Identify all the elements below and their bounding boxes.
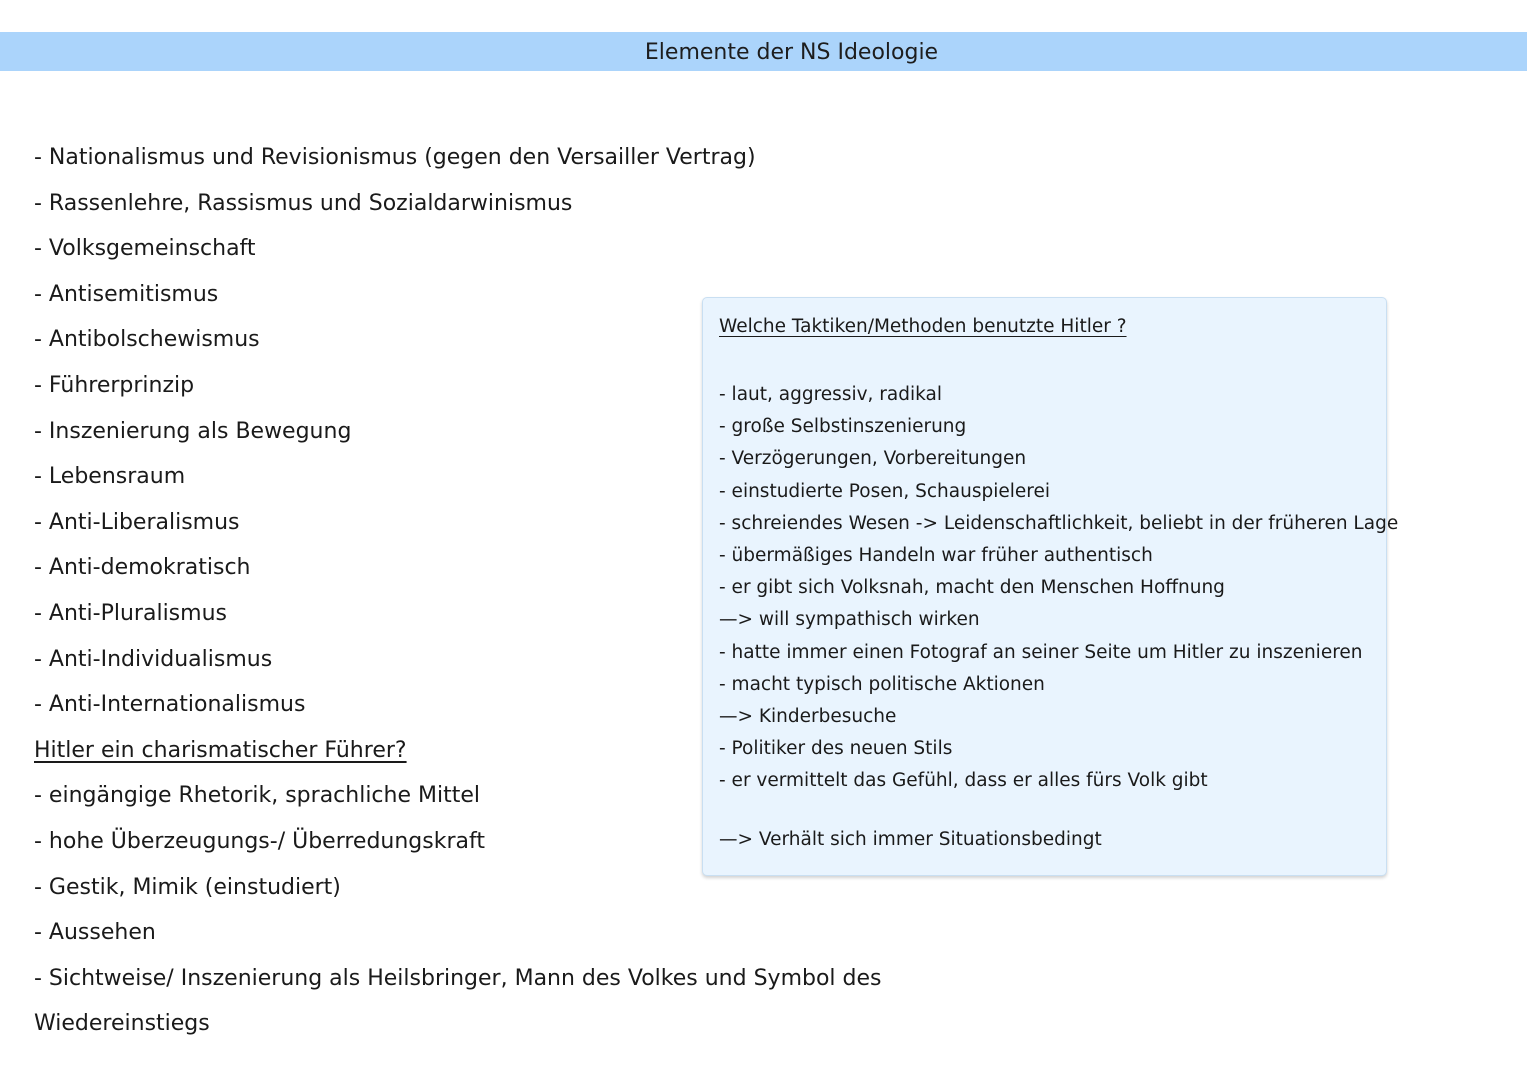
list-item: - Anti-Individualismus [34,646,273,672]
box-conclusion: —> Verhält sich immer Situationsbedingt [719,829,1102,850]
list-item: - Anti-Internationalismus [34,692,306,718]
list-item: - Lebensraum [34,464,186,490]
list-item: - eingängige Rhetorik, sprachliche Mittel [34,783,480,809]
list-item: —> Kinderbesuche [719,705,897,727]
list-item: - Volksgemeinschaft [34,236,256,262]
list-item: - laut, aggressiv, radikal [719,384,942,405]
list-item: - hohe Überzeugungs-/ Überredungskraft [34,828,485,854]
list-item: - Antisemitismus [34,281,219,307]
title-bar [0,32,1527,71]
page-title: Elemente der NS Ideologie [644,40,939,65]
list-item: - Anti-demokratisch [34,555,251,581]
list-item: Wiedereinstiegs [34,1011,210,1037]
list-item: - große Selbstinszenierung [719,416,967,438]
list-item: - macht typisch politische Aktionen [719,673,1045,695]
list-item: - Politiker des neuen Stils [719,738,953,760]
list-item: - Führerprinzip [34,372,195,398]
list-item: - übermäßiges Handeln war früher authentisch [719,544,1153,566]
section-heading: Hitler ein charismatischer Führer? [34,737,407,763]
list-item: - Antibolschewismus [34,327,260,353]
list-item: - Rassenlehre, Rassismus und Sozialdarwinismus [34,190,573,216]
list-item: - er gibt sich Volksnah, macht den Menschen Hoffnung [719,577,1225,599]
list-item: - Inszenierung als Bewegung [34,418,352,444]
box-heading: Welche Taktiken/Methoden benutzte Hitler ? [719,316,1127,337]
list-item: - Verzögerungen, Vorbereitungen [719,448,1027,470]
list-item: —> will sympathisch wirken [719,609,980,631]
list-item: - Aussehen [34,920,156,946]
list-item: - Gestik, Mimik (einstudiert) [34,874,341,900]
list-item: - Sichtweise/ Inszenierung als Heilsbringer, Mann des Volkes und Symbol des [34,965,882,991]
list-item: - Anti-Liberalismus [34,509,240,535]
list-item: - Anti-Pluralismus [34,600,227,626]
list-item: - Nationalismus und Revisionismus (gegen den Versailler Vertrag) [34,145,756,170]
list-item: - hatte immer einen Fotograf an seiner Seite um Hitler zu inszenieren [719,641,1363,663]
list-item: - er vermittelt das Gefühl, dass er alles fürs Volk gibt [719,770,1208,792]
list-item: - schreiendes Wesen -> Leidenschaftlichkeit, beliebt in der früheren Lage [719,512,1399,534]
tactics-box [702,297,1399,876]
list-item: - einstudierte Posen, Schauspielerei [719,480,1050,502]
tactics-list [719,379,1398,797]
